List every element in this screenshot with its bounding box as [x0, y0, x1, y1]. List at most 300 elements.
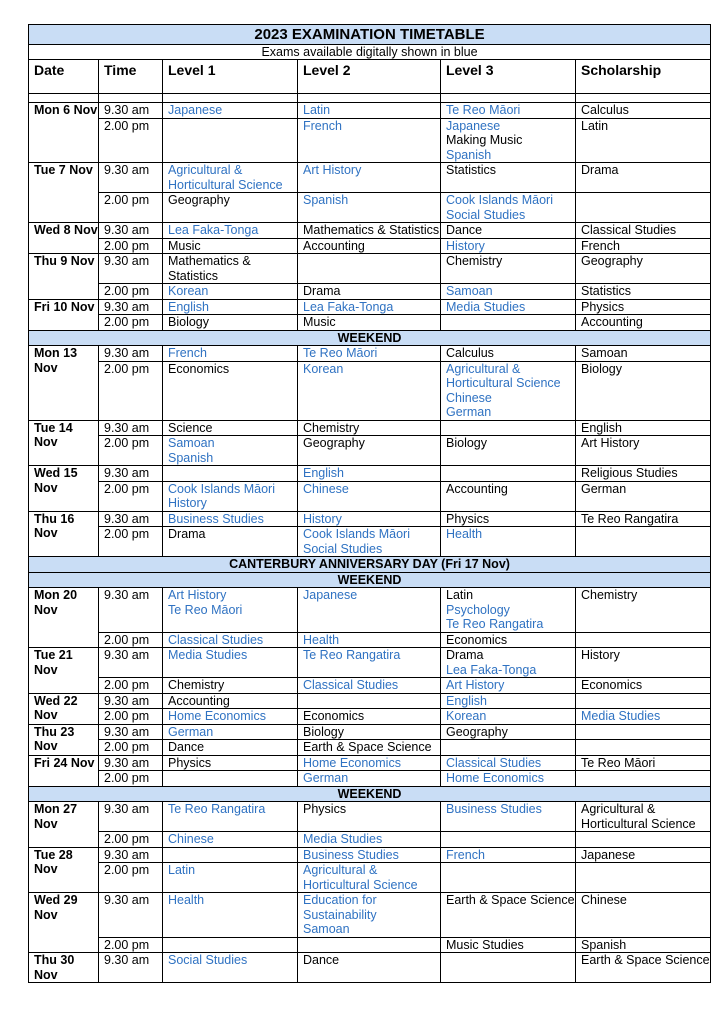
subject-cell-l2 [298, 315, 441, 331]
subject-cell-sch [576, 802, 711, 832]
time-cell: 2.00 pm [99, 238, 163, 254]
exam-subject: English [303, 466, 344, 480]
subject-cell-l3 [441, 527, 576, 557]
subject-cell-l2 [298, 709, 441, 725]
exam-subject: Japanese [168, 103, 223, 117]
subject-cell-l1 [163, 163, 298, 193]
subject-cell-l3 [441, 802, 576, 832]
exam-subject: Samoan [168, 436, 215, 450]
date-cell: Fri 24 Nov [29, 755, 99, 786]
subject-cell-l3 [441, 436, 576, 466]
date-cell: Wed 22 Nov [29, 693, 99, 724]
timetable-row [29, 755, 711, 771]
subject-cell-l2 [298, 953, 441, 983]
timetable-row [29, 771, 711, 787]
exam-subject: Accounting [168, 693, 230, 708]
subject-cell-sch [576, 709, 711, 725]
time-cell: 2.00 pm [99, 315, 163, 331]
timetable-row [29, 511, 711, 527]
exam-subject: Business Studies [168, 511, 264, 526]
subject-cell-l2 [298, 832, 441, 848]
timetable-row [29, 740, 711, 756]
exam-subject: Classical Studies [581, 223, 677, 237]
subject-cell-l1 [163, 832, 298, 848]
subject-cell-sch [576, 466, 711, 482]
exam-subject: Health [168, 893, 205, 907]
subject-cell-l2 [298, 511, 441, 527]
time-cell: 9.30 am [99, 755, 163, 771]
subject-cell-sch [576, 299, 711, 315]
time-cell: 2.00 pm [99, 527, 163, 557]
subject-cell-l2 [298, 648, 441, 678]
subject-cell-l3 [441, 361, 576, 420]
exam-subject: Japanese [581, 847, 636, 862]
subject-cell-l2 [298, 755, 441, 771]
timetable-row [29, 163, 711, 193]
subject-cell-sch [576, 223, 711, 239]
timetable-row [29, 832, 711, 848]
subject-cell-sch [576, 315, 711, 331]
timetable-row [29, 118, 711, 163]
time-cell: 9.30 am [99, 511, 163, 527]
subject-cell-sch [576, 254, 711, 284]
subject-cell-l2 [298, 802, 441, 832]
exam-subject: Te Reo Māori [581, 755, 656, 770]
timetable-row [29, 420, 711, 436]
subject-cell-l2 [298, 436, 441, 466]
timetable-row [29, 893, 711, 938]
subject-cell-sch [576, 953, 711, 983]
subject-cell-l3 [441, 299, 576, 315]
exam-subject: Classical Studies [168, 632, 264, 647]
timetable-row [29, 847, 711, 863]
subject-cell-l2 [298, 588, 441, 633]
subject-cell-sch [576, 103, 711, 119]
subject-cell-l3 [441, 678, 576, 694]
subject-cell-l1 [163, 953, 298, 983]
timetable-row [29, 466, 711, 482]
time-cell: 9.30 am [99, 693, 163, 709]
subject-cell-l1 [163, 284, 298, 300]
time-cell: 2.00 pm [99, 436, 163, 466]
exam-subject: Latin [446, 588, 474, 602]
band-label: WEEKEND [29, 786, 711, 802]
timetable-row [29, 315, 711, 331]
exam-subject: Spanish [168, 450, 214, 465]
subject-cell-sch [576, 648, 711, 678]
subject-cell-l1 [163, 648, 298, 678]
exam-subject: Economics [303, 709, 365, 723]
exam-subject: Economics [446, 632, 508, 647]
date-cell: Thu 30 Nov [29, 953, 99, 983]
exam-subject: Chinese [303, 481, 349, 496]
exam-subject: Samoan [303, 922, 350, 936]
exam-subject: English [446, 693, 487, 708]
exam-subject: French [446, 847, 485, 862]
subject-cell-l2 [298, 361, 441, 420]
time-cell: 2.00 pm [99, 632, 163, 648]
exam-subject: Economics [581, 678, 643, 692]
subject-cell-l1 [163, 315, 298, 331]
subject-cell-l2 [298, 893, 441, 938]
subject-cell-l2 [298, 118, 441, 163]
exam-subject: Mathematics & Statistics [303, 223, 440, 237]
subject-cell-sch [576, 346, 711, 362]
subject-cell-l3 [441, 588, 576, 633]
time-cell: 2.00 pm [99, 709, 163, 725]
subject-cell-l2 [298, 632, 441, 648]
subject-cell-sch [576, 436, 711, 466]
exam-subject: Music Studies [446, 937, 524, 952]
subject-cell-l1 [163, 103, 298, 119]
subject-cell-l2 [298, 103, 441, 119]
subject-cell-l2 [298, 847, 441, 863]
subject-cell-sch [576, 863, 711, 893]
exam-subject: Classical Studies [446, 755, 542, 770]
exam-subject: Agricultural & Horticultural Science [303, 863, 418, 892]
exam-subject: Education for Sustainability [303, 893, 377, 922]
date-cell: Thu 23 Nov [29, 724, 99, 755]
exam-subject: Media Studies [303, 832, 383, 846]
subject-cell-l2 [298, 863, 441, 893]
header-date: Date [29, 60, 99, 94]
exam-subject: Drama [581, 163, 619, 177]
exam-subject: Music [303, 315, 336, 329]
exam-subject: French [581, 238, 620, 253]
subject-cell-l1 [163, 420, 298, 436]
timetable-row [29, 632, 711, 648]
exam-subject: Art History [168, 588, 227, 602]
time-cell: 2.00 pm [99, 678, 163, 694]
time-cell: 9.30 am [99, 163, 163, 193]
exam-subject: Lea Faka-Tonga [168, 223, 259, 237]
exam-subject: Chemistry [446, 254, 503, 268]
header-level-2: Level 2 [298, 60, 441, 94]
subject-cell-l2 [298, 693, 441, 709]
exam-subject: Accounting [446, 481, 508, 496]
subject-cell-l1 [163, 678, 298, 694]
exam-subject: History [303, 511, 342, 526]
subject-cell-l3 [441, 693, 576, 709]
timetable-row [29, 254, 711, 284]
timetable-subtitle: Exams available digitally shown in blue [29, 45, 711, 60]
time-cell: 2.00 pm [99, 863, 163, 893]
band-label: CANTERBURY ANNIVERSARY DAY (Fri 17 Nov) [29, 557, 711, 573]
exam-subject: Geography [168, 193, 230, 207]
subject-cell-l1 [163, 193, 298, 223]
exam-subject: Business Studies [303, 847, 399, 862]
subject-cell-l3 [441, 118, 576, 163]
subject-cell-l2 [298, 420, 441, 436]
subject-cell-l2 [298, 481, 441, 511]
subject-cell-l1 [163, 863, 298, 893]
exam-subject: Home Economics [446, 771, 544, 785]
exam-subject: Japanese [303, 588, 358, 602]
exam-subject: Mathematics & Statistics [168, 254, 251, 283]
subject-cell-l3 [441, 103, 576, 119]
time-cell: 2.00 pm [99, 937, 163, 953]
header-row [29, 60, 711, 94]
subject-cell-l1 [163, 238, 298, 254]
subject-cell-sch [576, 284, 711, 300]
timetable-row [29, 863, 711, 893]
subject-cell-l2 [298, 527, 441, 557]
header-scholarship: Scholarship [576, 60, 711, 94]
exam-subject: Geography [581, 254, 643, 268]
date-cell: Fri 10 Nov [29, 299, 99, 330]
exam-subject: Biology [446, 436, 487, 450]
subject-cell-sch [576, 693, 711, 709]
exam-subject: Te Reo Rangatira [446, 617, 544, 631]
subject-cell-sch [576, 771, 711, 787]
band-label: WEEKEND [29, 572, 711, 588]
timetable-row [29, 724, 711, 740]
subject-cell-sch [576, 740, 711, 756]
timetable-row [29, 284, 711, 300]
exam-subject: Accounting [303, 238, 365, 253]
time-cell: 9.30 am [99, 588, 163, 633]
time-cell: 9.30 am [99, 346, 163, 362]
exam-subject: Science [168, 420, 213, 435]
exam-subject: Drama [168, 527, 206, 541]
subject-cell-l3 [441, 863, 576, 893]
exam-subject: Lea Faka-Tonga [446, 662, 537, 677]
subject-cell-l1 [163, 937, 298, 953]
exam-subject: Music [168, 238, 201, 253]
exam-subject: Media Studies [446, 299, 526, 314]
subject-cell-l3 [441, 511, 576, 527]
exam-subject: Physics [446, 511, 490, 526]
exam-subject: Geography [303, 436, 365, 450]
subject-cell-l3 [441, 163, 576, 193]
date-cell: Tue 21 Nov [29, 648, 99, 694]
exam-subject: Latin [303, 103, 331, 117]
subject-cell-sch [576, 755, 711, 771]
time-cell: 9.30 am [99, 223, 163, 239]
subject-cell-l1 [163, 361, 298, 420]
time-cell: 2.00 pm [99, 284, 163, 300]
timetable-row [29, 709, 711, 725]
subject-cell-sch [576, 118, 711, 163]
subject-cell-sch [576, 724, 711, 740]
exam-subject: Home Economics [168, 709, 266, 723]
subject-cell-l1 [163, 709, 298, 725]
subject-cell-l1 [163, 724, 298, 740]
band-row [29, 330, 711, 346]
exam-subject: Spanish [303, 193, 349, 207]
time-cell: 2.00 pm [99, 361, 163, 420]
subject-cell-sch [576, 832, 711, 848]
exam-subject: Statistics [581, 284, 632, 298]
exam-subject: Cook Islands Māori Social Studies [446, 193, 553, 222]
date-cell: Tue 7 Nov [29, 163, 99, 223]
exam-subject: Drama [303, 284, 341, 298]
subject-cell-l1 [163, 527, 298, 557]
exam-subject: Korean [446, 709, 487, 723]
band-row [29, 572, 711, 588]
subject-cell-l3 [441, 193, 576, 223]
exam-subject: Accounting [581, 315, 643, 329]
subject-cell-l2 [298, 223, 441, 239]
exam-subject: Health [446, 527, 483, 541]
timetable-row [29, 481, 711, 511]
time-cell: 9.30 am [99, 103, 163, 119]
subject-cell-sch [576, 937, 711, 953]
subject-cell-l1 [163, 223, 298, 239]
exam-subject: Classical Studies [303, 678, 399, 692]
exam-subject: Media Studies [168, 648, 248, 662]
band-row [29, 786, 711, 802]
exam-subject: Psychology [446, 602, 510, 617]
exam-subject: History [581, 648, 620, 662]
date-cell: Mon 20 Nov [29, 588, 99, 648]
subject-cell-l3 [441, 755, 576, 771]
subject-cell-l1 [163, 693, 298, 709]
subject-cell-sch [576, 632, 711, 648]
subject-cell-l3 [441, 648, 576, 678]
subject-cell-l2 [298, 238, 441, 254]
exam-subject: German [446, 405, 492, 419]
time-cell: 2.00 pm [99, 740, 163, 756]
subject-cell-l2 [298, 678, 441, 694]
subject-cell-l3 [441, 254, 576, 284]
exam-subject: Dance [168, 740, 205, 754]
subject-cell-l1 [163, 299, 298, 315]
subject-cell-l3 [441, 740, 576, 756]
subject-cell-l3 [441, 420, 576, 436]
subject-cell-l1 [163, 802, 298, 832]
subject-cell-l3 [441, 238, 576, 254]
subject-cell-l2 [298, 284, 441, 300]
exam-subject: Religious Studies [581, 466, 678, 480]
subject-cell-l2 [298, 299, 441, 315]
subject-cell-l3 [441, 771, 576, 787]
exam-subject: Latin [581, 118, 609, 133]
exam-subject: Earth & Space Science [446, 893, 575, 907]
subject-cell-sch [576, 678, 711, 694]
subject-cell-l1 [163, 466, 298, 482]
exam-subject: German [168, 724, 214, 739]
exam-subject: Art History [303, 163, 362, 177]
date-cell: Tue 14 Nov [29, 420, 99, 466]
timetable-row [29, 802, 711, 832]
subject-cell-l1 [163, 847, 298, 863]
exam-subject: German [581, 481, 627, 496]
timetable-row [29, 223, 711, 239]
subject-cell-l2 [298, 724, 441, 740]
subject-cell-l1 [163, 254, 298, 284]
subject-cell-sch [576, 511, 711, 527]
exam-subject: Business Studies [446, 802, 542, 816]
exam-subject: Japanese [446, 118, 501, 133]
exam-subject: Calculus [446, 346, 494, 360]
time-cell: 2.00 pm [99, 771, 163, 787]
exam-subject: Korean [303, 361, 344, 376]
timetable-row [29, 648, 711, 678]
subject-cell-l3 [441, 223, 576, 239]
timetable-row [29, 299, 711, 315]
timetable-row [29, 588, 711, 633]
subject-cell-l3 [441, 481, 576, 511]
exam-subject: Geography [446, 724, 508, 739]
subject-cell-l1 [163, 771, 298, 787]
exam-subject: Te Reo Rangatira [168, 802, 266, 816]
exam-subject: Chinese [581, 893, 627, 907]
exam-subject: French [168, 346, 207, 360]
subject-cell-sch [576, 893, 711, 938]
subject-cell-l3 [441, 953, 576, 983]
exam-subject: German [303, 771, 349, 785]
subject-cell-l2 [298, 346, 441, 362]
subject-cell-l2 [298, 254, 441, 284]
exam-subject: Calculus [581, 103, 629, 117]
exam-subject: Chemistry [168, 678, 225, 692]
exam-subject: Drama [446, 648, 484, 662]
exam-subject: Making Music [446, 133, 523, 147]
subject-cell-l2 [298, 771, 441, 787]
exam-subject: Lea Faka-Tonga [303, 299, 394, 314]
exam-subject: Media Studies [581, 709, 661, 723]
exam-subject: Home Economics [303, 755, 401, 770]
subject-cell-l1 [163, 893, 298, 938]
exam-subject: Agricultural & Horticultural Science [168, 163, 283, 192]
header-level-3: Level 3 [441, 60, 576, 94]
date-cell: Thu 16 Nov [29, 511, 99, 557]
exam-subject: Chinese [168, 832, 214, 846]
subject-cell-l1 [163, 481, 298, 511]
subject-cell-l1 [163, 755, 298, 771]
time-cell: 9.30 am [99, 953, 163, 983]
date-cell: Wed 15 Nov [29, 466, 99, 512]
date-cell: Mon 13 Nov [29, 346, 99, 421]
date-cell: Mon 27 Nov [29, 802, 99, 848]
exam-subject: English [168, 299, 209, 314]
subject-cell-l2 [298, 740, 441, 756]
timetable-row [29, 937, 711, 953]
subject-cell-sch [576, 588, 711, 633]
exam-subject: Economics [168, 361, 230, 376]
subject-cell-l1 [163, 346, 298, 362]
exam-subject: Earth & Space Science [581, 953, 710, 967]
time-cell: 2.00 pm [99, 118, 163, 163]
exam-subject: Te Reo Rangatira [581, 511, 679, 526]
time-cell: 9.30 am [99, 847, 163, 863]
exam-subject: Biology [168, 315, 209, 329]
subject-cell-l1 [163, 511, 298, 527]
subject-cell-l3 [441, 709, 576, 725]
exam-subject: Biology [581, 361, 622, 376]
subject-cell-sch [576, 420, 711, 436]
time-cell: 9.30 am [99, 724, 163, 740]
subject-cell-l2 [298, 163, 441, 193]
subject-cell-sch [576, 238, 711, 254]
subject-cell-l3 [441, 315, 576, 331]
timetable-row [29, 193, 711, 223]
exam-subject: French [303, 118, 342, 133]
time-cell: 9.30 am [99, 420, 163, 436]
band-label: WEEKEND [29, 330, 711, 346]
exam-subject: Latin [168, 863, 196, 877]
subject-cell-sch [576, 361, 711, 420]
exam-subject: Biology [303, 724, 344, 739]
subject-cell-l3 [441, 346, 576, 362]
time-cell: 9.30 am [99, 254, 163, 284]
exam-subject: Dance [446, 223, 483, 237]
exam-subject: Dance [303, 953, 340, 967]
header-time: Time [99, 60, 163, 94]
exam-subject: Art History [581, 436, 640, 450]
exam-subject: Statistics [446, 163, 497, 177]
